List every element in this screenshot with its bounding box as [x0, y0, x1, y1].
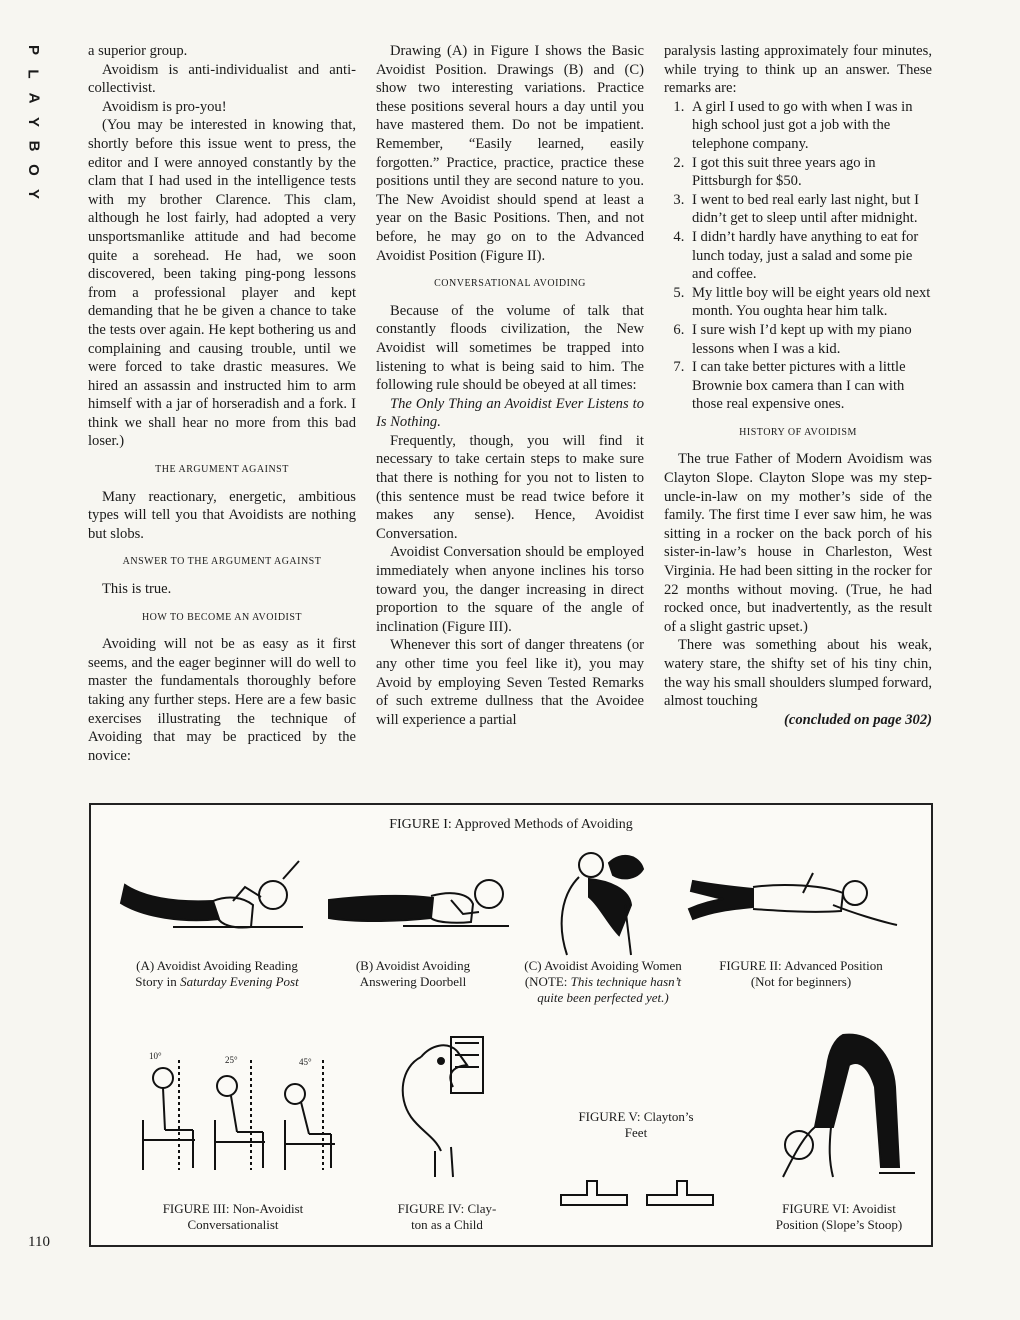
section-heading: THE ARGUMENT AGAINST: [155, 464, 289, 476]
caption-text: (NOTE:: [524, 974, 571, 989]
figure-3-drawing: [123, 1050, 343, 1185]
paragraph: a superior group.: [88, 43, 188, 59]
figure-6-caption: [749, 1201, 929, 1233]
figure-4-drawing: [391, 1027, 491, 1182]
paragraph: paralysis lasting approximately four minutes, while trying to think up an answer. These remarks are:: [664, 43, 932, 97]
figure-4-caption: [387, 1201, 507, 1233]
side-letter: Y: [24, 116, 42, 128]
figure-b-caption: [323, 958, 503, 990]
paragraph: Because of the volume of talk that constantly floods civilization, the New Avoidist will sometimes be trapped into listening to what is being said to him. The following rule should be obeyed at all times:: [376, 302, 644, 394]
article-column-2: [376, 42, 644, 729]
side-letter: P: [24, 44, 42, 56]
figure-2-caption: [711, 958, 891, 990]
magazine-side-label: [18, 38, 48, 206]
paragraph: Many reactionary, energetic, ambitious types will tell you that Avoidists are nothing but slobs.: [88, 488, 356, 542]
paragraph: This is true.: [102, 581, 172, 598]
caption-text: Story in: [135, 974, 181, 989]
list-item: 3. I went to bed real early last night, but I didn’t get to sleep until after midnight.: [688, 191, 932, 228]
angle-label: 25°: [225, 1055, 238, 1065]
section-heading: HOW TO BECOME AN AVOIDIST: [141, 611, 303, 623]
list-item: 6. I sure wish I’d kept up with my piano lessons when I was a kid.: [688, 321, 932, 358]
caption-line: [503, 974, 703, 990]
figure-c-drawing: [539, 845, 659, 960]
angle-label: 45°: [299, 1057, 312, 1067]
paragraph: Avoiding will not be as easy as it first seems, and the eager beginner will do well to master the fundamentals thoroughly before taking any further steps. Here are a few basic exercises illustrating the technique of Avoiding that may be practiced by the novice:: [88, 636, 356, 764]
paragraph: There was something about his weak, watery stare, the shifty set of his tiny chin, the way his small shoulders slumped forward, almost touching: [664, 637, 932, 710]
article-column-3: [664, 42, 932, 729]
section-heading: HISTORY OF AVOIDISM: [739, 426, 857, 438]
figure-3-caption: [143, 1201, 323, 1233]
list-item: 5. My little boy will be eight years old next month. You oughta hear him talk.: [688, 284, 932, 321]
section-heading: CONVERSATIONAL AVOIDING: [434, 278, 586, 290]
caption-line: Answering Doorbell: [359, 974, 467, 989]
figure-5-drawing: [557, 1177, 717, 1217]
side-letter: B: [25, 140, 42, 152]
figures-panel: [89, 803, 933, 1247]
caption-emphasis: This technique hasn’t: [570, 974, 682, 989]
article-column-1: [88, 42, 356, 765]
figure-title: FIGURE I: Approved Methods of Avoiding: [389, 817, 633, 832]
caption-line: (Not for beginners): [750, 974, 852, 989]
caption-line: FIGURE II: Advanced Position: [719, 958, 883, 973]
caption-line: [117, 974, 317, 990]
section-heading: ANSWER TO THE ARGUMENT AGAINST: [122, 556, 322, 568]
side-letter: O: [24, 164, 42, 176]
side-letter: L: [24, 69, 42, 79]
list-item: 1. A girl I used to go with when I was in high school just got a job with the telephone company.: [688, 98, 932, 154]
page-number: 110: [28, 1234, 50, 1250]
paragraph: Whenever this sort of danger threatens (or any other time you feel like it), you may Avoid by employing Seven Tested Remarks of such extreme dullness that the Avoidee will experience a partial: [376, 637, 644, 728]
figure-b-drawing: [323, 860, 513, 950]
caption-line: (A) Avoidist Avoiding Reading: [136, 958, 298, 973]
caption-line: FIGURE IV: Clay-: [397, 1201, 497, 1216]
caption-line: Conversationalist: [187, 1217, 279, 1232]
caption-line: FIGURE VI: Avoidist: [782, 1201, 896, 1216]
paragraph: Frequently, though, you will find it necessary to take certain steps to make sure that there is nothing for you not to listen to (this sentence must be read twice before it makes any sense). Hence, Avoidist Conversation.: [376, 432, 644, 542]
paragraph: Drawing (A) in Figure I shows the Basic Avoidist Position. Drawings (B) and (C) show two interesting variations. Practice these positions several hours a day until you have mastered them. Do not be impatient. Remember, “Easily learned, easily forgotten.” Practice, practice, practice these positions until they are second nature to you. The New Avoidist should spend at least a year on the Basic Positions. Then, and not before, he may go on to the Advanced Avoidist Position (Figure II).: [376, 43, 644, 264]
list-item: 4. I didn’t hardly have anything to eat for lunch today, just a salad and some pie and coffee.: [688, 228, 932, 284]
side-letter: A: [25, 92, 42, 104]
figure-a-drawing: [113, 857, 303, 952]
angle-label: 10°: [149, 1051, 162, 1061]
paragraph: Avoidist Conversation should be employed immediately when anyone inclines his torso toward you, the danger increasing in direct proportion to the square of the angle of inclination (Figure III).: [376, 544, 644, 635]
caption-emphasis: Saturday Evening Post: [180, 974, 299, 989]
paragraph: (You may be interested in knowing that, shortly before this issue went to press, the editor and I were annoyed constantly by the clam that I had used in the intelligence tests with my brother Clarence. This clam, although he lost fairly, had adopted a very unsportsmanlike attitude and had become quite a sorehead. He had, we soon discovered, been taking ping-pong lessons from a professional player and kept demanding that he be given a chance to take the tests over again. He kept bothering us and complaining and causing trouble, until we were forced to take drastic measures. We hired an assassin and instructed him to arm himself with a jar of horseradish and a fork. I think we shall hear no more from this bad loser.): [88, 117, 356, 450]
list-item: 2. I got this suit three years ago in Pittsburgh for $50.: [688, 154, 932, 191]
side-letter: Y: [24, 188, 42, 200]
remarks-list: [664, 98, 932, 414]
list-item: 7. I can take better pictures with a little Brownie box camera than I can with those real expensive ones.: [688, 358, 932, 414]
paragraph: The true Father of Modern Avoidism was Clayton Slope. Clayton Slope was my step-uncle-in-law on my mother’s side of the family. The first time I ever saw him, he was sitting in a rocker on the back porch of his sister-in-law’s house in Charleston, West Virginia. He had been sitting in the rocker for 22 months without moving. (True, he had rocked once, but inadvertently, as the result of a slight gastric upset.): [664, 451, 932, 635]
figure-c-caption: [503, 958, 703, 1006]
caption-line: (C) Avoidist Avoiding Women: [524, 958, 682, 973]
figure-2-drawing: [683, 863, 903, 943]
caption-line: (B) Avoidist Avoiding: [355, 958, 471, 973]
continued-note: (concluded on page 302): [784, 711, 932, 728]
caption-line: Feet: [624, 1125, 648, 1140]
paragraph: Avoidism is pro-you!: [102, 98, 227, 115]
caption-emphasis: quite been perfected yet.): [537, 990, 669, 1005]
caption-line: Position (Slope’s Stoop): [775, 1217, 903, 1232]
figure-6-drawing: [763, 1027, 923, 1187]
caption-line: ton as a Child: [411, 1217, 483, 1232]
caption-line: FIGURE V: Clayton’s: [578, 1109, 694, 1124]
caption-line: [503, 990, 703, 1006]
caption-line: FIGURE III: Non-Avoidist: [162, 1201, 304, 1216]
figure-5-caption: [561, 1109, 711, 1141]
figure-a-caption: [117, 958, 317, 990]
paragraph: Avoidism is anti-individualist and anti-collectivist.: [88, 61, 356, 97]
rule-statement: The Only Thing an Avoidist Ever Listens to Is Nothing.: [376, 395, 644, 431]
